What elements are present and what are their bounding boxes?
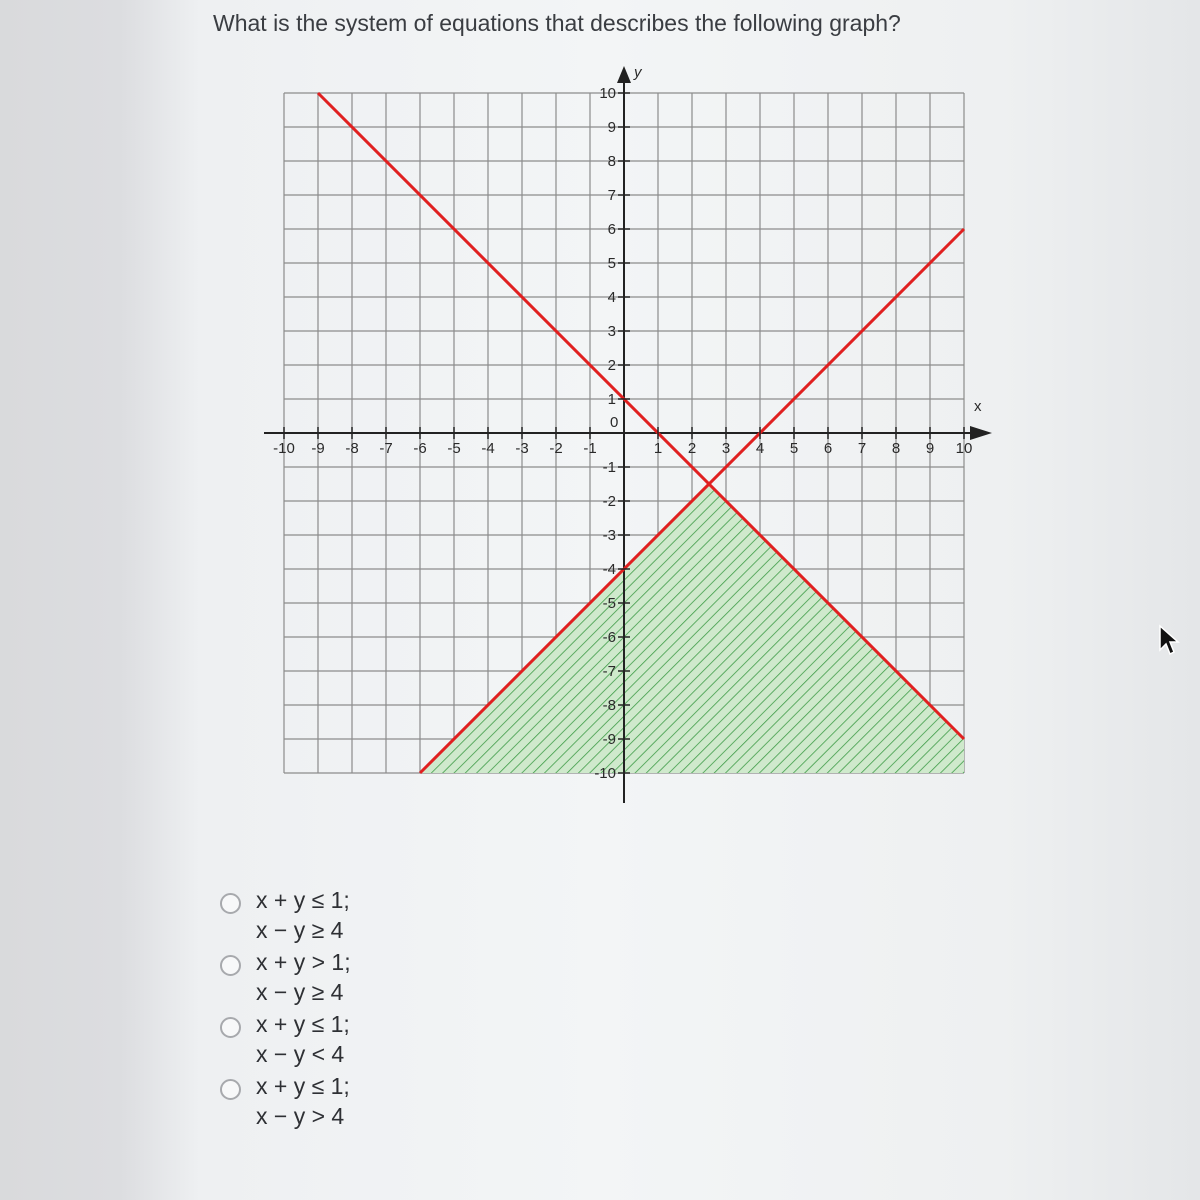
option-equation-2: x − y ≥ 4 — [256, 917, 344, 943]
x-tick-label: -10 — [273, 440, 295, 457]
y-tick-label: -8 — [602, 697, 616, 714]
radio-button[interactable] — [220, 1017, 241, 1038]
x-tick-label: 5 — [789, 440, 799, 457]
option-equation-2: x − y > 4 — [256, 1103, 345, 1129]
x-tick-label: -5 — [447, 440, 461, 457]
y-tick-label: -6 — [602, 629, 616, 646]
x-tick-label: -3 — [515, 440, 529, 457]
y-tick-label: -10 — [594, 765, 616, 782]
x-tick-label: 8 — [891, 440, 901, 457]
option-equation-1: x + y ≤ 1; — [256, 887, 350, 913]
coordinate-graph — [250, 60, 1010, 810]
option-equation-1: x + y ≤ 1; — [256, 1011, 350, 1037]
y-tick-label: -4 — [602, 561, 616, 578]
x-tick-label: 4 — [755, 440, 765, 457]
radio-button[interactable] — [220, 1079, 241, 1100]
y-tick-label: 8 — [607, 153, 616, 170]
y-tick-label: 4 — [607, 289, 616, 306]
x-tick-label: 10 — [955, 440, 973, 457]
y-tick-label: 9 — [607, 119, 616, 136]
x-tick-label: 2 — [687, 440, 697, 457]
x-tick-label: 1 — [653, 440, 663, 457]
x-tick-label: -8 — [345, 440, 359, 457]
y-tick-label: -9 — [602, 731, 616, 748]
x-tick-label: -2 — [549, 440, 563, 457]
x-tick-label: -7 — [379, 440, 393, 457]
x-tick-labels — [273, 427, 972, 457]
y-tick-label: -1 — [602, 459, 616, 476]
x-tick-label: -1 — [583, 440, 597, 457]
x-tick-label: -4 — [481, 440, 495, 457]
mouse-cursor-icon — [1158, 624, 1184, 658]
y-tick-label: -7 — [602, 663, 616, 680]
option-equation-2: x − y < 4 — [256, 1041, 345, 1067]
radio-button[interactable] — [220, 893, 241, 914]
y-tick-label: 6 — [607, 221, 616, 238]
option-equation-2: x − y ≥ 4 — [256, 979, 344, 1005]
x-tick-label: 7 — [857, 440, 867, 457]
y-tick-label: 7 — [607, 187, 616, 204]
x-tick-label: 6 — [823, 440, 833, 457]
y-tick-label: 10 — [599, 85, 616, 102]
option-equation-1: x + y ≤ 1; — [256, 1073, 350, 1099]
x-axis-arrow-icon — [970, 426, 992, 440]
shaded-region — [420, 484, 964, 773]
question-text: What is the system of equations that describes the following graph? — [213, 10, 901, 36]
y-tick-label: -5 — [602, 595, 616, 612]
y-axis-arrow-icon — [617, 66, 631, 83]
x-tick-label: -6 — [413, 440, 427, 457]
origin-label: 0 — [610, 414, 619, 431]
y-tick-label: 2 — [607, 357, 616, 374]
x-tick-label: 9 — [925, 440, 935, 457]
x-tick-label: 3 — [721, 440, 731, 457]
y-tick-label: 3 — [607, 323, 616, 340]
y-tick-label: 5 — [607, 255, 616, 272]
x-axis-label: x — [974, 398, 982, 415]
radio-button[interactable] — [220, 955, 241, 976]
y-axis-label: y — [634, 64, 642, 81]
y-tick-label: -2 — [602, 493, 616, 510]
x-tick-label: -9 — [311, 440, 325, 457]
option-equation-1: x + y > 1; — [256, 949, 351, 975]
y-tick-label: 1 — [607, 391, 616, 408]
y-tick-label: -3 — [602, 527, 616, 544]
